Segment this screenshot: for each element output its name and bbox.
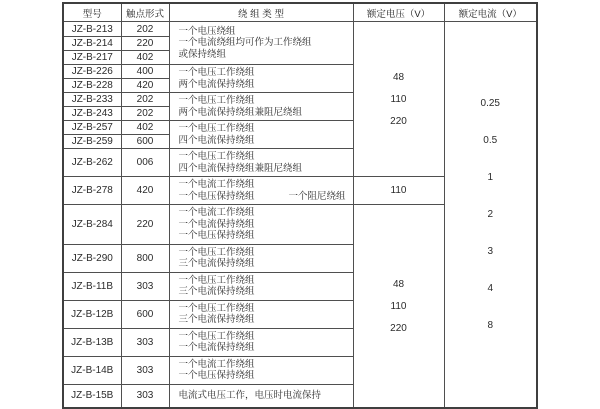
voltage-cell: 110 (353, 177, 444, 205)
current-cell: 0.25 0.5 1 2 3 4 8 (444, 22, 537, 409)
winding-cell: 一个电压工作绕组 两个电流保持绕组 (169, 65, 353, 93)
model-cell: JZ-B-226 (63, 65, 121, 79)
model-cell: JZ-B-12B (63, 300, 121, 328)
model-cell: JZ-B-259 (63, 135, 121, 149)
winding-cell: 一个电流工作绕组 一个电流保持绕组 一个电压保持绕组 (169, 205, 353, 245)
voltage-cell: 48 110 220 (353, 205, 444, 409)
winding-cell: 一个电流工作绕组 一个电压保持绕组 (169, 356, 353, 384)
contact-cell: 400 (121, 65, 169, 79)
col-header-model: 型号 (63, 3, 121, 22)
winding-cell: 一个电压工作绕组 三个电流保持绕组 (169, 300, 353, 328)
contact-cell: 220 (121, 37, 169, 51)
contact-cell: 202 (121, 22, 169, 37)
contact-cell: 402 (121, 51, 169, 65)
model-cell: JZ-B-257 (63, 121, 121, 135)
col-header-rated-current: 额定电流（V） (444, 3, 537, 22)
model-cell: JZ-B-233 (63, 93, 121, 107)
model-cell: JZ-B-13B (63, 328, 121, 356)
contact-cell: 420 (121, 177, 169, 205)
model-cell: JZ-B-217 (63, 51, 121, 65)
winding-cell: 电流式电压工作，电压时电流保持 (169, 384, 353, 408)
voltage-cell: 48 110 220 (353, 22, 444, 177)
model-cell: JZ-B-213 (63, 22, 121, 37)
col-header-winding-type: 绕 组 类 型 (169, 3, 353, 22)
contact-cell: 600 (121, 300, 169, 328)
contact-cell: 202 (121, 93, 169, 107)
contact-cell: 006 (121, 149, 169, 177)
winding-cell: 一个电压工作绕组 一个电流保持绕组 (169, 328, 353, 356)
contact-cell: 303 (121, 356, 169, 384)
winding-cell: 一个电压工作绕组 四个电流保持绕组兼阻尼绕组 (169, 149, 353, 177)
contact-cell: 220 (121, 205, 169, 245)
model-cell: JZ-B-262 (63, 149, 121, 177)
model-cell: JZ-B-290 (63, 244, 121, 272)
winding-cell: 一个电压工作绕组 四个电流保持绕组 (169, 121, 353, 149)
header-row (63, 3, 537, 22)
contact-cell: 303 (121, 272, 169, 300)
winding-cell: 一个电压绕组 一个电流绕组均可作为工作绕组 或保持绕组 (169, 22, 353, 65)
contact-cell: 600 (121, 135, 169, 149)
winding-cell: 一个电压工作绕组 三个电流保持绕组 (169, 272, 353, 300)
contact-cell: 303 (121, 384, 169, 408)
model-cell: JZ-B-278 (63, 177, 121, 205)
col-header-contact-form: 触点形式 (121, 3, 169, 22)
model-cell: JZ-B-15B (63, 384, 121, 408)
table-row (63, 22, 537, 37)
col-header-rated-voltage: 额定电压（V） (353, 3, 444, 22)
contact-cell: 303 (121, 328, 169, 356)
winding-cell: 一个电压工作绕组 三个电流保持绕组 (169, 244, 353, 272)
winding-cell: 一个电流工作绕组 一个电压保持绕组 一个阻尼绕组 (169, 177, 353, 205)
model-cell: JZ-B-14B (63, 356, 121, 384)
model-cell: JZ-B-228 (63, 79, 121, 93)
winding-cell: 一个电压工作绕组 两个电流保持绕组兼阻尼绕组 (169, 93, 353, 121)
contact-cell: 420 (121, 79, 169, 93)
model-cell: JZ-B-214 (63, 37, 121, 51)
contact-cell: 402 (121, 121, 169, 135)
relay-spec-table (62, 2, 538, 409)
model-cell: JZ-B-11B (63, 272, 121, 300)
contact-cell: 800 (121, 244, 169, 272)
model-cell: JZ-B-284 (63, 205, 121, 245)
model-cell: JZ-B-243 (63, 107, 121, 121)
contact-cell: 202 (121, 107, 169, 121)
